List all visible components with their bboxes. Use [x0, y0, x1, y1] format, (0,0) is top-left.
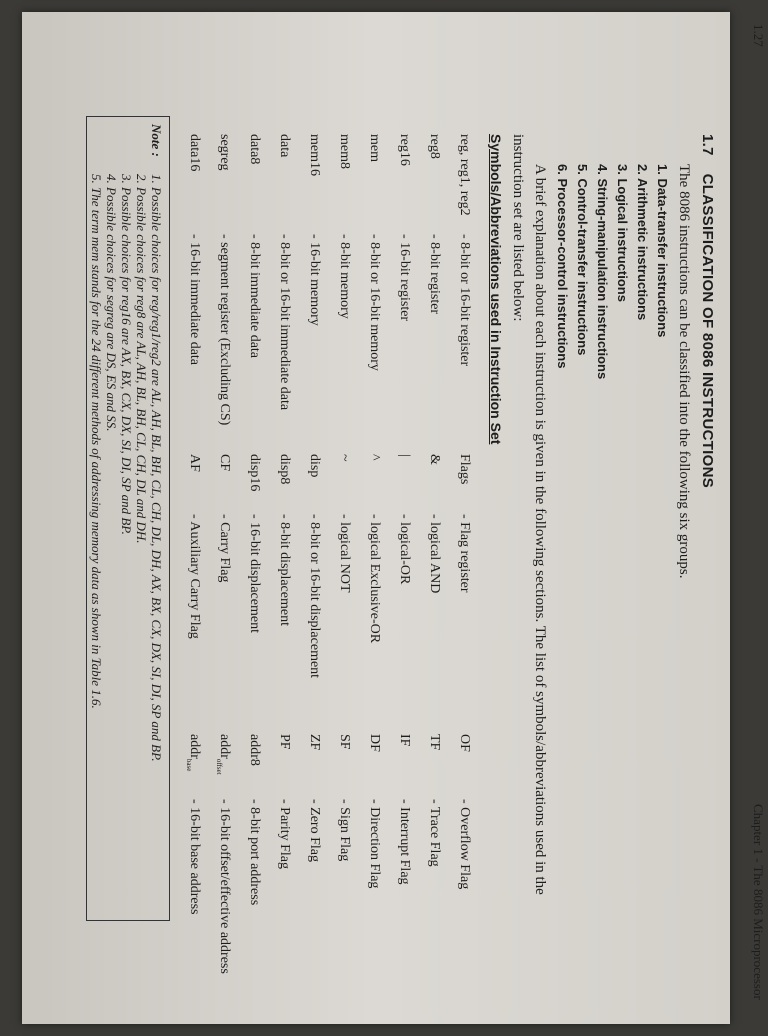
symbol: & [427, 454, 442, 465]
rotated-content [22, 12, 768, 1036]
symbol-desc: - 8-bit immediate data [247, 234, 262, 359]
symbol-desc: - 16-bit memory [307, 234, 322, 326]
symbol: SF [337, 734, 352, 750]
symbol-desc: - Interrupt Flag [397, 799, 412, 885]
symbol-desc: - 8-bit or 16-bit displacement [307, 514, 322, 679]
symbol: segreg [217, 134, 232, 171]
chapter-header: Chapter 1 - The 8086 Microprocessor [751, 804, 766, 1000]
page-number: 1.27 [751, 24, 766, 47]
book-page [60, 24, 768, 1024]
symbol-desc: - Direction Flag [367, 799, 382, 889]
symbol: data [277, 134, 292, 158]
symbol-desc: - logical NOT [337, 514, 352, 593]
symbol: addr8 [247, 734, 262, 766]
symbol: IF [397, 734, 412, 747]
symbol-desc: - 16-bit immediate data [187, 234, 202, 366]
symbol: TF [427, 734, 442, 751]
symbol-desc: - Flag register [457, 514, 472, 593]
note-item: 5. The term mem stands for the 24 different methods of addressing memory data as shown in Table 1.6. [89, 174, 104, 709]
symbol-desc: - Auxiliary Carry Flag [187, 514, 202, 639]
group-item: 6. Processor-control instructions [555, 164, 570, 369]
symbol-desc: - 16-bit displacement [247, 514, 262, 633]
symbol-desc: - segment register (Excluding CS) [217, 234, 232, 426]
section-heading: CLASSIFICATION OF 8086 INSTRUCTIONS [699, 173, 716, 489]
symbol: disp [307, 454, 322, 478]
symbol: reg, reg1, reg2 [457, 134, 472, 216]
symbol-addr-base: addr$_{base}$ [185, 734, 202, 772]
symbol: | [397, 454, 412, 457]
para-line-1: A brief explanation about each instruction is given in the following sections. The list of symbols/abbreviations used in the [532, 164, 548, 895]
symbol-desc: - Trace Flag [427, 799, 442, 867]
symbol: ^ [367, 454, 382, 461]
symbol: ZF [307, 734, 322, 751]
symbol-desc: - 8-bit displacement [277, 514, 292, 626]
note-item: 2. Possible choices for reg8 are AL, AH, BL, BH, CL, CH, DL and DH. [134, 174, 149, 544]
symbol-desc: - logical AND [427, 514, 442, 594]
group-item: 5. Control-transfer instructions [575, 164, 590, 356]
note-item: 1. Possible choices for reg/reg1/reg2 are AL, AH, BL, BH, CL, CH, DL, DH, AX, BX, CX, DX, SI, DI, SP and BP. [149, 174, 164, 762]
symbol-desc: - logical-OR [397, 514, 412, 585]
section-title [699, 134, 716, 488]
intro-text: The 8086 instructions can be classified into the following six groups. [676, 164, 692, 579]
symbol: OF [457, 734, 472, 752]
note-label: Note : [149, 124, 164, 157]
symbol: mem8 [337, 134, 352, 169]
symbol-desc: - Parity Flag [277, 799, 292, 869]
symbol-desc: - logical Exclusive-OR [367, 514, 382, 644]
symbol-desc: - Overflow Flag [457, 799, 472, 890]
symbol-desc: - 8-bit or 16-bit register [457, 234, 472, 367]
symbol-desc: - 8-bit memory [337, 234, 352, 319]
symbol-desc: - Zero Flag [307, 799, 322, 862]
symbol: data16 [187, 134, 202, 172]
symbol-desc: - 8-bit port address [247, 799, 262, 906]
symbol-addr-offset: addr$_{offset}$ [215, 734, 232, 775]
page-paper [22, 12, 766, 1024]
para-line-2: instruction set are listed below: [510, 134, 526, 322]
symbol: reg16 [397, 134, 412, 166]
symbol: ~ [337, 454, 352, 462]
symbol: CF [217, 454, 232, 472]
symbol: disp16 [247, 454, 262, 492]
symbol-desc: - 8-bit or 16-bit immediate data [277, 234, 292, 411]
group-item: 2. Arithmetic instructions [635, 164, 650, 321]
group-item: 1. Data-transfer instructions [655, 164, 670, 338]
symbol: PF [277, 734, 292, 750]
symbol: AF [187, 454, 202, 472]
symbol-desc: - 16-bit base address [187, 799, 202, 915]
note-item: 4. Possible choices for segreg are DS, ES and SS. [104, 174, 119, 432]
symbol: disp8 [277, 454, 292, 485]
note-item: 3. Possible choices for reg16 are AX, BX, CX, DX, SI, DI, SP and BP. [119, 174, 134, 535]
symbol-desc: - 16-bit register [397, 234, 412, 322]
group-item: 3. Logical instructions [615, 164, 630, 302]
symbol-desc: - 8-bit or 16-bit memory [367, 234, 382, 371]
symbol-desc: - Sign Flag [337, 799, 352, 862]
symbol: data8 [247, 134, 262, 165]
symbol: mem16 [307, 134, 322, 176]
symbol: reg8 [427, 134, 442, 159]
symbol-desc: - Carry Flag [217, 514, 232, 583]
section-number: 1.7 [699, 134, 716, 156]
symbol: mem [367, 134, 382, 162]
symbol: Flags [457, 454, 472, 485]
symbol-desc: - 16-bit offset/effective address [217, 799, 232, 974]
symbols-subheading: Symbols/Abbreviations used in Instruction Set [488, 134, 504, 445]
symbol: DF [367, 734, 382, 752]
symbol-desc: - 8-bit register [427, 234, 442, 315]
group-item: 4. String-manipulation instructions [595, 164, 610, 380]
